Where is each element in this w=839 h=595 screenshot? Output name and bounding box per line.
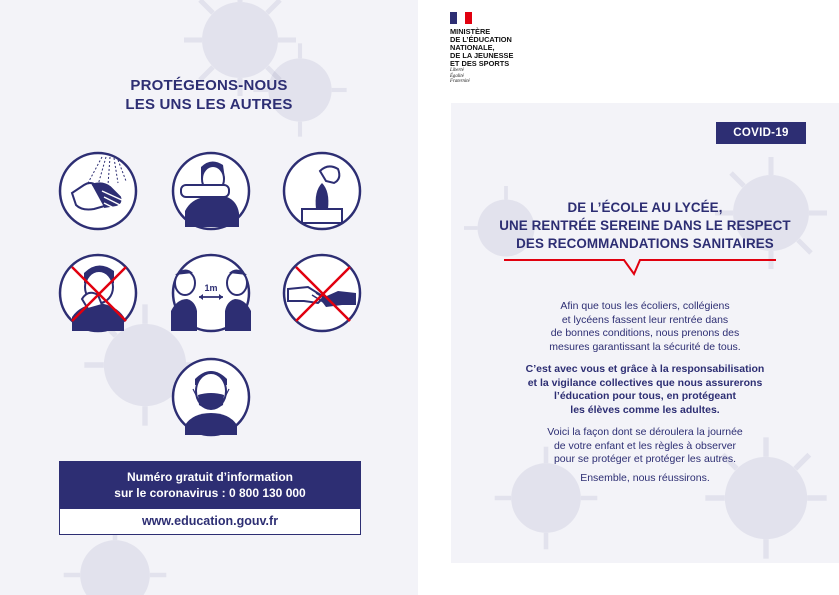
intro-paragraph <box>451 300 839 354</box>
wear-mask-icon <box>171 357 251 437</box>
title-line: UNE RENTRÉE SEREINE DANS LE RESPECT <box>499 218 791 233</box>
paragraph-line: Afin que tous les écoliers, collégiens <box>560 300 730 312</box>
french-flag-icon <box>450 12 472 24</box>
paragraph-line: C’est avec vous et grâce à la responsabilisation <box>525 363 765 375</box>
ministry-line: MINISTÈRE <box>450 27 491 36</box>
paragraph-line: et lycéens fassent leur rentrée dans <box>561 313 729 326</box>
speech-bubble-underline <box>504 256 776 278</box>
rules-paragraph <box>451 426 839 467</box>
responsibility-paragraph <box>451 363 839 417</box>
tissue-icon <box>282 151 362 231</box>
republic-motto <box>450 68 470 85</box>
paragraph-line: de bonnes conditions, nous prenons des <box>550 327 740 339</box>
headline-line: LES UNS LES AUTRES <box>125 96 293 113</box>
paragraph-line: l’éducation pour tous, en protégeant <box>553 390 736 402</box>
keep-distance-icon <box>171 253 251 333</box>
motto-line: Liberté <box>450 68 464 73</box>
paragraph-line: de votre enfant et les règles à observer <box>553 439 737 452</box>
hotline-banner <box>60 462 360 509</box>
cough-in-elbow-icon <box>171 151 251 231</box>
paragraph-line: pour se protéger et protéger les autres. <box>553 453 737 465</box>
no-handshake-icon <box>282 253 362 333</box>
paragraph-line: les élèves comme les adultes. <box>570 403 720 416</box>
hotline-line: Numéro gratuit d’information <box>127 470 293 484</box>
closing-paragraph <box>451 472 839 486</box>
title-line: DE L’ÉCOLE AU LYCÉE, <box>567 200 723 215</box>
title-line: DES RECOMMANDATIONS SANITAIRES <box>516 236 774 251</box>
ministry-logo <box>448 12 558 92</box>
ministry-name <box>450 28 513 68</box>
website-link[interactable]: www.education.gouv.fr <box>141 514 279 528</box>
covid-badge: COVID-19 <box>716 122 806 144</box>
left-headline <box>0 76 418 114</box>
ministry-line: DE LA JEUNESSE <box>450 51 514 60</box>
paragraph-line: Voici la façon dont se déroulera la journée <box>547 426 743 438</box>
info-box <box>59 461 361 535</box>
paragraph-line: mesures garantissant la sécurité de tous. <box>549 340 741 353</box>
wash-hands-icon <box>58 151 138 231</box>
motto-line: Fraternité <box>450 79 470 85</box>
paragraph-line: et la vigilance collectives que nous assurerons <box>527 376 763 389</box>
ministry-line: NATIONALE, <box>450 43 495 52</box>
motto-line: Égalité <box>450 73 464 79</box>
ministry-line: ET DES SPORTS <box>450 59 510 68</box>
hotline-number: sur le coronavirus : 0 800 130 000 <box>114 486 306 500</box>
ministry-line: DE L’ÉDUCATION <box>450 35 512 44</box>
no-face-touching-icon <box>58 253 138 333</box>
headline-line: PROTÉGEONS-NOUS <box>130 77 288 94</box>
paragraph-line: Ensemble, nous réussirons. <box>580 472 710 484</box>
right-title <box>451 199 839 253</box>
distance-label: 1m <box>204 283 218 293</box>
left-page <box>0 0 418 595</box>
